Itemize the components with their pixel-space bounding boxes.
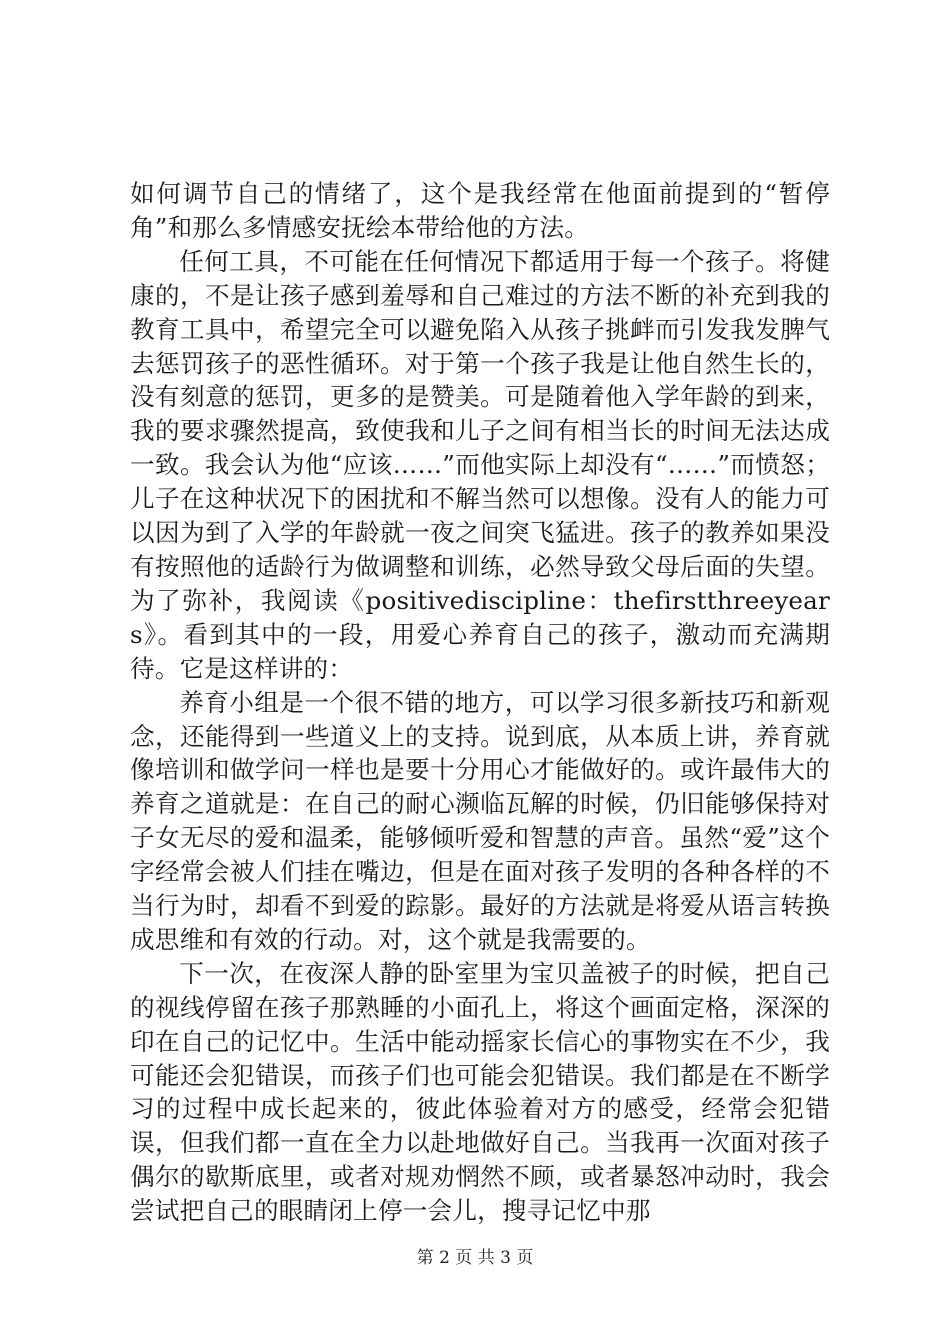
paragraph-parenting-group: 养育小组是一个很不错的地方，可以学习很多新技巧和新观念，还能得到一些道义上的支持。说到底，从本质上讲，养育就像培训和做学问一样也是要十分用心才能做好的。或许最伟大的养育之道就是：在自己的耐心濒临瓦解的时候，仍旧能够保持对子女无尽的爱和温柔，能够倾听爱和智慧的声音。虽然“爱”这个字经常会被人们挂在嘴边，但是在面对孩子发明的各种各样的不当行为时，却看不到爱的踪影。最好的方法就是将爱从语言转换成思维和有效的行动。对，这个就是我需要的。	[130, 687, 830, 954]
paragraph-next-time: 下一次，在夜深人静的卧室里为宝贝盖被子的时候，把自己的视线停留在孩子那熟睡的小面孔上，将这个画面定格，深深的印在自己的记忆中。生活中能动摇家长信心的事物实在不少，我可能还会犯错误，而孩子们也可能会犯错误。我们都是在不断学习的过程中成长起来的，彼此体验着对方的感受，经常会犯错误，但我们都一直在全力以赴地做好自己。当我再一次面对孩子偶尔的歇斯底里，或者对规劝惘然不顾，或者暴怒冲动时，我会尝试把自己的眼睛闭上停一会儿，搜寻记忆中那	[130, 958, 830, 1226]
paragraph-tools: 任何工具，不可能在任何情况下都适用于每一个孩子。将健康的，不是让孩子感到羞辱和自己难过的方法不断的补充到我的教育工具中，希望完全可以避免陷入从孩子挑衅而引发我发脾气去惩罚孩子的恶性循环。对于第一个孩子我是让他自然生长的，没有刻意的惩罚，更多的是赞美。可是随着他入学年龄的到来，我的要求骤然提高，致使我和儿子之间有相当长的时间无法达成一致。我会认为他“应该……”而他实际上却没有“……”而愤怒；儿子在这种状况下的困扰和不解当然可以想像。没有人的能力可以因为到了入学的年龄就一夜之间突飞猛进。孩子的教养如果没有按照他的适龄行为做调整和训练，必然导致父母后面的失望。为了弥补，我阅读《positivediscipline：thefirstthreeyears》。看到其中的一段，用爱心养育自己的孩子，激动而充满期待。它是这样讲的：	[130, 246, 830, 683]
page-footer: 第 2 页 共 3 页	[416, 1248, 534, 1268]
body-text	[130, 177, 830, 1228]
paragraph-continuation: 如何调节自己的情绪了，这个是我经常在他面前提到的“暂停角”和那么多情感安抚绘本带给他的方法。	[130, 179, 830, 242]
